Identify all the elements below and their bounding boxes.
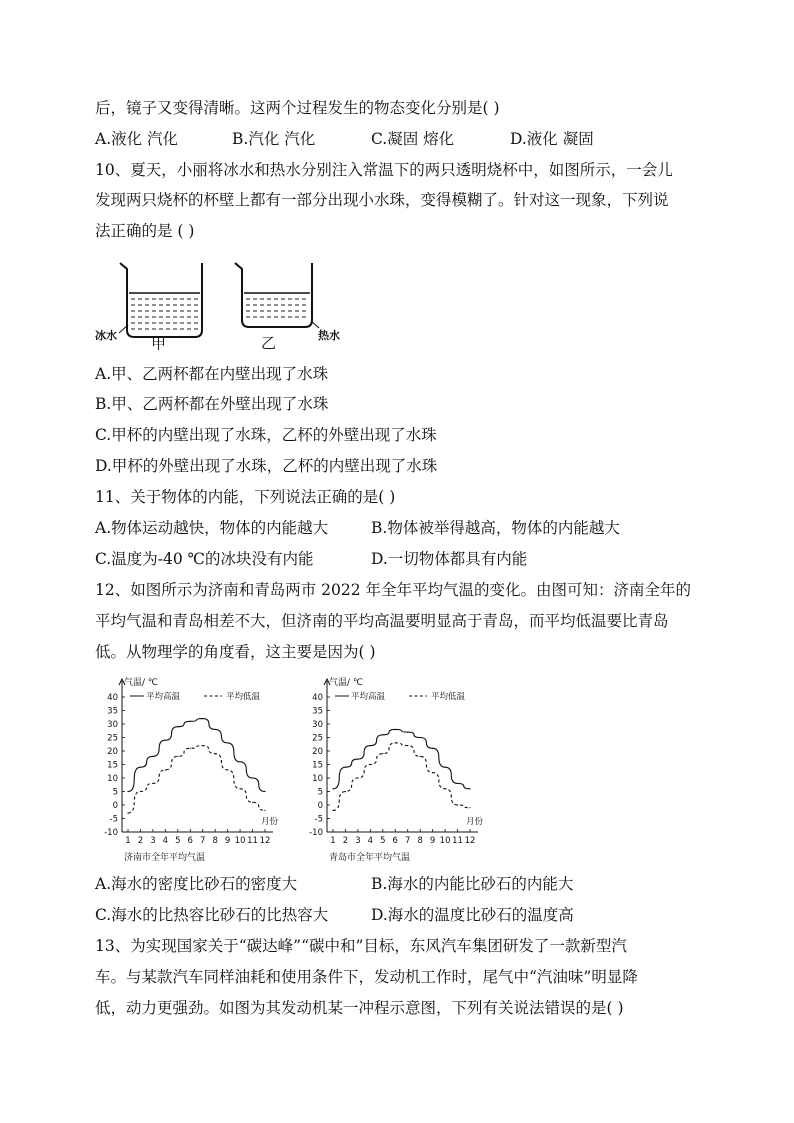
data-point [215, 729, 216, 730]
data-point [407, 732, 408, 733]
data-point [177, 726, 178, 727]
data-point [177, 756, 178, 757]
y-tick-label: 5 [317, 787, 323, 798]
data-point [190, 748, 191, 749]
x-tick-label: 2 [342, 836, 349, 846]
data-point [469, 788, 470, 789]
label-jia: 甲 [151, 335, 167, 350]
y-tick-label: 25 [312, 733, 323, 744]
q9-option-b[interactable]: B.汽化 汽化 [232, 130, 316, 148]
x-axis-label: 月份 [261, 817, 279, 827]
data-point [190, 721, 191, 722]
data-point [264, 791, 265, 792]
q12-option-d[interactable]: D.海水的温度比砂石的温度高 [371, 906, 574, 924]
data-point [215, 753, 216, 754]
q12-option-a[interactable]: A.海水的密度比砂石的密度大 [95, 875, 298, 893]
chart-jinan [95, 670, 295, 865]
data-point [382, 753, 383, 754]
q13-stem-line3: 低，动力更强劲。如图为其发动机某一冲程示意图，下列有关说法错误的是( ) [95, 999, 624, 1017]
q10-stem-line1: 10、夏天，小丽将冰水和热水分别注入常温下的两只透明烧杯中，如图所示，一会儿 [95, 161, 673, 179]
legend-label-low: 平均低温 [226, 692, 261, 702]
beakers-figure [95, 255, 345, 350]
data-point [357, 759, 358, 760]
data-point [457, 783, 458, 784]
data-point [370, 745, 371, 746]
data-point [370, 764, 371, 765]
y-tick-label: -10 [104, 828, 118, 838]
q12-stem-line2: 平均气温和青岛相差不大，但济南的平均高温要明显高于青岛，而平均低温要比青岛 [95, 612, 669, 630]
data-point [264, 810, 265, 811]
data-point [202, 718, 203, 719]
x-tick-label: 6 [187, 836, 193, 846]
data-point [332, 810, 333, 811]
x-tick-label: 7 [200, 836, 206, 846]
x-tick-label: 10 [439, 836, 451, 846]
y-tick-label: 20 [107, 747, 118, 757]
y-tick-label: 10 [107, 774, 118, 784]
y-tick-label: -5 [109, 814, 118, 825]
y-axis-label: 气温/ ℃ [124, 678, 159, 688]
data-point [152, 756, 153, 757]
x-tick-label: 6 [392, 836, 398, 846]
q12-option-c[interactable]: C.海水的比热容比砂石的比热容大 [95, 906, 329, 924]
x-tick-label: 2 [137, 836, 144, 846]
y-tick-label: 25 [107, 733, 118, 744]
data-point [469, 807, 470, 808]
data-point [407, 745, 408, 746]
data-point [432, 748, 433, 749]
y-tick-label: 40 [312, 693, 323, 703]
x-tick-label: 11 [452, 836, 463, 846]
x-tick-label: 3 [355, 836, 361, 846]
x-tick-label: 12 [464, 836, 476, 846]
q11-option-a[interactable]: A.物体运动越快，物体的内能越大 [95, 519, 329, 537]
x-tick-label: 1 [330, 836, 336, 846]
y-tick-label: 15 [312, 760, 323, 771]
data-point [252, 802, 253, 803]
data-point [140, 791, 141, 792]
q10-stem-line2: 发现两只烧杯的杯壁上都有一部分出现小水珠，变得模糊了。针对这一现象，下列说 [95, 191, 669, 209]
label-hot-water: 热水 [318, 329, 340, 342]
y-axis-label: 气温/ ℃ [329, 678, 364, 688]
series-line-low [333, 743, 470, 811]
y-tick-label: 10 [312, 774, 323, 784]
x-tick-label: 7 [405, 836, 411, 846]
data-point [127, 813, 128, 814]
q9-stem-tail: 后，镜子又变得清晰。这两个过程发生的物态变化分别是( ) [95, 99, 500, 117]
q11-option-c[interactable]: C.温度为-40 ℃的冰块没有内能 [95, 550, 314, 568]
data-point [227, 769, 228, 770]
y-tick-label: 40 [107, 693, 118, 703]
x-tick-label: 11 [247, 836, 258, 846]
q13-stem-line1: 13、为实现国家关于“碳达峰”“碳中和”目标，东风汽车集团研发了一款新型汽 [95, 937, 627, 955]
q10-option-d[interactable]: D.甲杯的外壁出现了水珠，乙杯的内壁出现了水珠 [95, 457, 438, 475]
q13-stem-line2: 车。与某款汽车同样油耗和使用条件下，发动机工作时，尾气中“汽油味”明显降 [95, 968, 638, 986]
series-line-high [128, 719, 265, 792]
y-tick-label: 35 [107, 706, 118, 717]
y-tick-label: 35 [312, 706, 323, 717]
chart-title: 济南市全年平均气温 [124, 853, 206, 863]
x-tick-label: 4 [367, 836, 374, 846]
data-point [432, 772, 433, 773]
x-tick-label: 8 [212, 836, 218, 846]
q11-stem: 11、关于物体的内能，下列说法正确的是( ) [95, 488, 396, 506]
data-point [345, 791, 346, 792]
q9-option-d[interactable]: D.液化 凝固 [510, 130, 594, 148]
data-point [127, 791, 128, 792]
y-tick-label: -5 [314, 814, 323, 825]
x-tick-label: 8 [417, 836, 423, 846]
q11-option-b[interactable]: B.物体被举得越高，物体的内能越大 [371, 519, 620, 537]
q12-option-b[interactable]: B.海水的内能比砂石的内能大 [371, 875, 574, 893]
legend-label-high: 平均高温 [351, 692, 386, 702]
series-line-low [128, 746, 265, 814]
q10-stem-line3: 法正确的是 ( ) [95, 222, 195, 240]
data-point [140, 767, 141, 768]
data-point [252, 777, 253, 778]
label-yi: 乙 [261, 334, 277, 350]
data-point [357, 777, 358, 778]
q9-option-c[interactable]: C.凝固 熔化 [371, 130, 455, 148]
y-tick-label: -10 [309, 828, 323, 838]
beaker-left [119, 263, 202, 337]
x-tick-label: 9 [429, 836, 436, 846]
data-point [152, 783, 153, 784]
x-tick-label: 3 [150, 836, 156, 846]
data-point [395, 729, 396, 730]
x-tick-label: 9 [224, 836, 231, 846]
q12-stem-line3: 低。从物理学的角度看，这主要是因为( ) [95, 643, 376, 661]
x-tick-label: 5 [380, 836, 386, 846]
data-point [165, 769, 166, 770]
data-point [202, 745, 203, 746]
data-point [239, 788, 240, 789]
x-tick-label: 4 [162, 836, 169, 846]
label-ice-water: 冰水 [95, 329, 117, 342]
x-tick-label: 5 [175, 836, 181, 846]
legend-label-low: 平均低温 [431, 692, 466, 702]
chart-title: 青岛市全年平均气温 [329, 853, 411, 863]
data-point [444, 767, 445, 768]
data-point [345, 767, 346, 768]
data-point [444, 788, 445, 789]
data-point [420, 756, 421, 757]
y-tick-label: 0 [317, 801, 323, 811]
data-point [457, 804, 458, 805]
x-tick-label: 1 [125, 836, 131, 846]
q9-option-a[interactable]: A.液化 汽化 [95, 130, 179, 148]
beaker-right [235, 263, 319, 328]
y-tick-label: 30 [312, 720, 323, 730]
data-point [332, 788, 333, 789]
legend-label-high: 平均高温 [146, 692, 181, 702]
x-tick-label: 12 [259, 836, 271, 846]
q10-option-c[interactable]: C.甲杯的内壁出现了水珠，乙杯的外壁出现了水珠 [95, 426, 437, 444]
q10-option-b[interactable]: B.甲、乙两杯都在外壁出现了水珠 [95, 395, 329, 413]
y-tick-label: 0 [112, 801, 118, 811]
data-point [382, 734, 383, 735]
q12-stem-line1: 12、如图所示为济南和青岛两市 2022 年全年平均气温的变化。由图可知：济南全年的 [95, 581, 692, 599]
x-axis-label: 月份 [466, 817, 484, 827]
y-tick-label: 30 [107, 720, 118, 730]
q10-option-a[interactable]: A.甲、乙两杯都在内壁出现了水珠 [95, 365, 329, 383]
y-tick-label: 5 [112, 787, 118, 798]
data-point [395, 742, 396, 743]
q11-option-d[interactable]: D.一切物体都具有内能 [371, 550, 528, 568]
data-point [165, 740, 166, 741]
data-point [239, 761, 240, 762]
chart-qingdao [300, 670, 500, 865]
x-tick-label: 10 [234, 836, 246, 846]
data-point [420, 737, 421, 738]
data-point [227, 742, 228, 743]
y-tick-label: 20 [312, 747, 323, 757]
y-tick-label: 15 [107, 760, 118, 771]
